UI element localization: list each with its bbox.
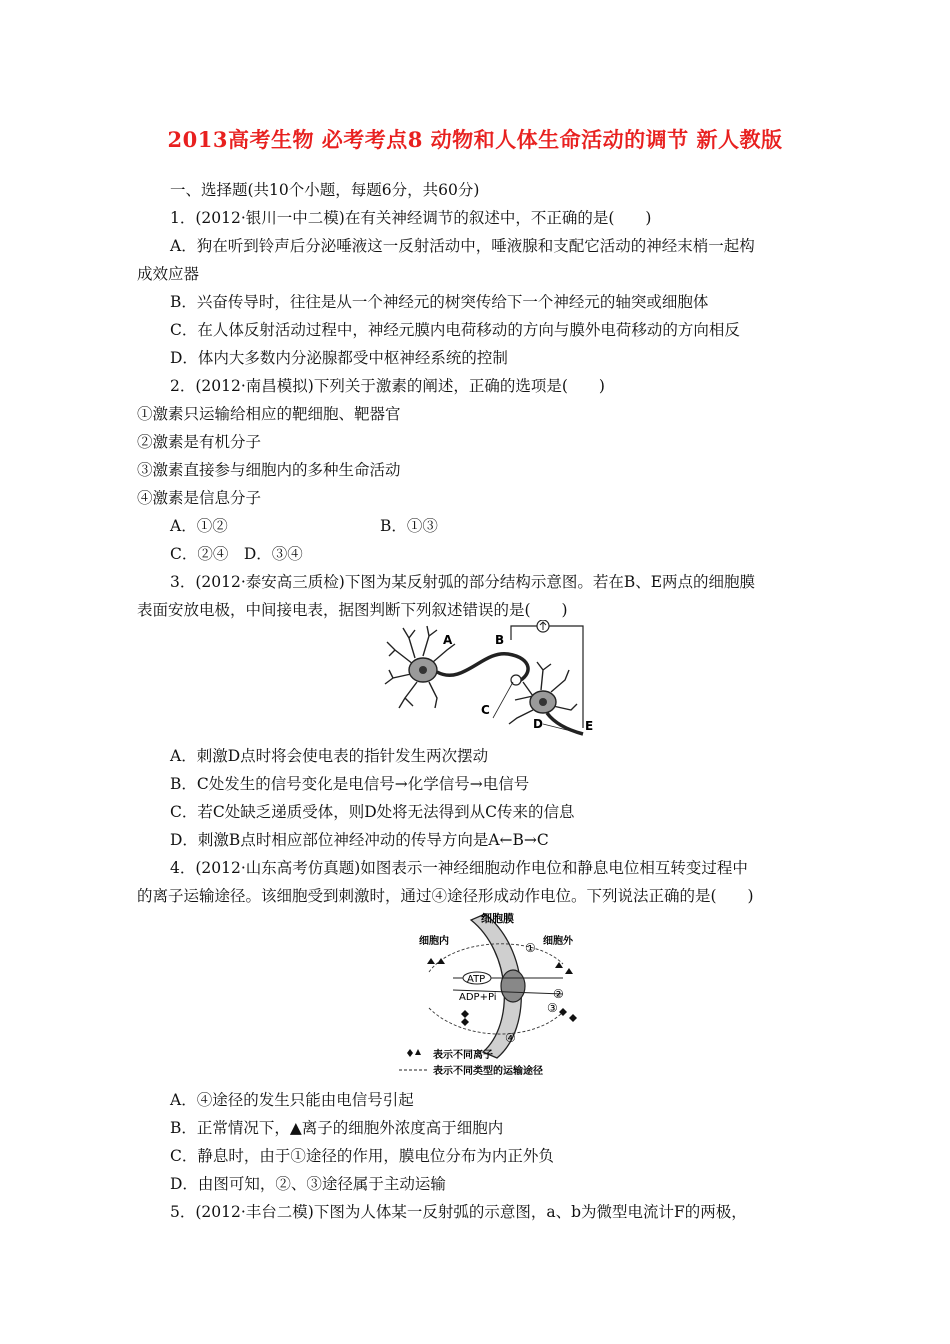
q1-stem: 1．(2012·银川一中二模)在有关神经调节的叙述中，不正确的是( )	[170, 209, 652, 227]
ion-transport-figure	[393, 908, 593, 1084]
q2-statement-4: ④激素是信息分子	[137, 489, 262, 507]
label-d: D	[533, 717, 543, 731]
q3-option-c: C．若C处缺乏递质受体，则D处将无法得到从C传来的信息	[170, 803, 575, 821]
q2-option-b: B．①③	[380, 517, 438, 535]
q1-option-a-cont: 成效应器	[137, 265, 200, 283]
q4-option-a: A．④途径的发生只能由电信号引起	[170, 1091, 414, 1109]
neuron-2-nucleus	[539, 698, 547, 706]
q2-statement-3: ③激素直接参与细胞内的多种生命活动	[137, 461, 401, 479]
label-atp: ATP	[467, 974, 486, 985]
legend-diamond-icon	[407, 1049, 413, 1057]
q1-option-a: A．狗在听到铃声后分泌唾液这一反射活动中，唾液腺和支配它活动的神经末梢一起构	[170, 237, 755, 255]
legend-triangle-icon	[415, 1049, 421, 1055]
reflex-arc-figure	[383, 620, 613, 740]
q3-option-a: A．刺激D点时将会使电表的指针发生两次摆动	[170, 747, 489, 765]
label-outside: 细胞外	[543, 936, 573, 947]
q2-statement-1: ①激素只运输给相应的靶细胞、靶器官	[137, 405, 401, 423]
label-route-3: ③	[547, 1001, 558, 1015]
legend-routes: 表示不同类型的运输途径	[433, 1066, 543, 1077]
label-adp: ADP+Pi	[459, 992, 497, 1003]
label-b: B	[495, 633, 505, 647]
label-inside: 细胞内	[419, 936, 449, 947]
label-c: C	[481, 703, 490, 717]
q4-option-c: C．静息时，由于①途径的作用，膜电位分布为内正外负	[170, 1147, 554, 1165]
label-route-1: ①	[525, 941, 536, 955]
q2-statement-2: ②激素是有机分子	[137, 433, 262, 451]
q3-stem-cont: 表面安放电极，中间接电表，据图判断下列叙述错误的是( )	[137, 601, 568, 619]
page-title: 2013高考生物 必考考点8 动物和人体生命活动的调节 新人教版	[167, 127, 783, 152]
q5-stem: 5．(2012·丰台二模)下图为人体某一反射弧的示意图，a、b为微型电流计F的两极，	[170, 1203, 747, 1221]
label-route-4: ④	[505, 1031, 516, 1045]
section-heading: 一、选择题(共10个小题，每题6分，共60分)	[170, 181, 480, 199]
axon-2	[547, 713, 583, 734]
q2-stem: 2．(2012·南昌模拟)下列关于激素的阐述，正确的选项是( )	[170, 377, 605, 395]
q4-stem-cont: 的离子运输途径。该细胞受到刺激时，通过④途径形成动作电位。下列说法正确的是( )	[137, 887, 754, 905]
neuron-1-nucleus	[419, 666, 427, 674]
q2-option-cd: C．②④ D．③④	[170, 545, 303, 563]
transport-routes	[429, 944, 563, 1034]
q1-option-d: D．体内大多数内分泌腺都受中枢神经系统的控制	[170, 349, 508, 367]
q1-option-b: B．兴奋传导时，往往是从一个神经元的树突传给下一个神经元的轴突或细胞体	[170, 293, 709, 311]
label-membrane: 细胞膜	[481, 912, 514, 925]
membrane-protein	[501, 970, 525, 1002]
label-route-2: ②	[553, 987, 564, 1001]
q2-option-a: A．①②	[170, 517, 228, 535]
legend-ions: 表示不同离子	[433, 1050, 493, 1061]
q3-option-b: B．C处发生的信号变化是电信号→化学信号→电信号	[170, 775, 530, 793]
q4-option-d: D．由图可知，②、③途径属于主动运输	[170, 1175, 446, 1193]
q1-option-c: C．在人体反射活动过程中，神经元膜内电荷移动的方向与膜外电荷移动的方向相反	[170, 321, 740, 339]
q4-option-b: B．正常情况下，▲离子的细胞外浓度高于细胞内	[170, 1119, 504, 1137]
q3-option-d: D．刺激B点时相应部位神经冲动的传导方向是A←B→C	[170, 831, 549, 849]
label-e: E	[585, 719, 594, 733]
label-a: A	[443, 633, 453, 647]
q4-stem: 4．(2012·山东高考仿真题)如图表示一神经细胞动作电位和静息电位相互转变过程中	[170, 859, 748, 877]
q3-stem: 3．(2012·泰安高三质检)下图为某反射弧的部分结构示意图。若在B、E两点的细胞膜	[170, 573, 756, 591]
